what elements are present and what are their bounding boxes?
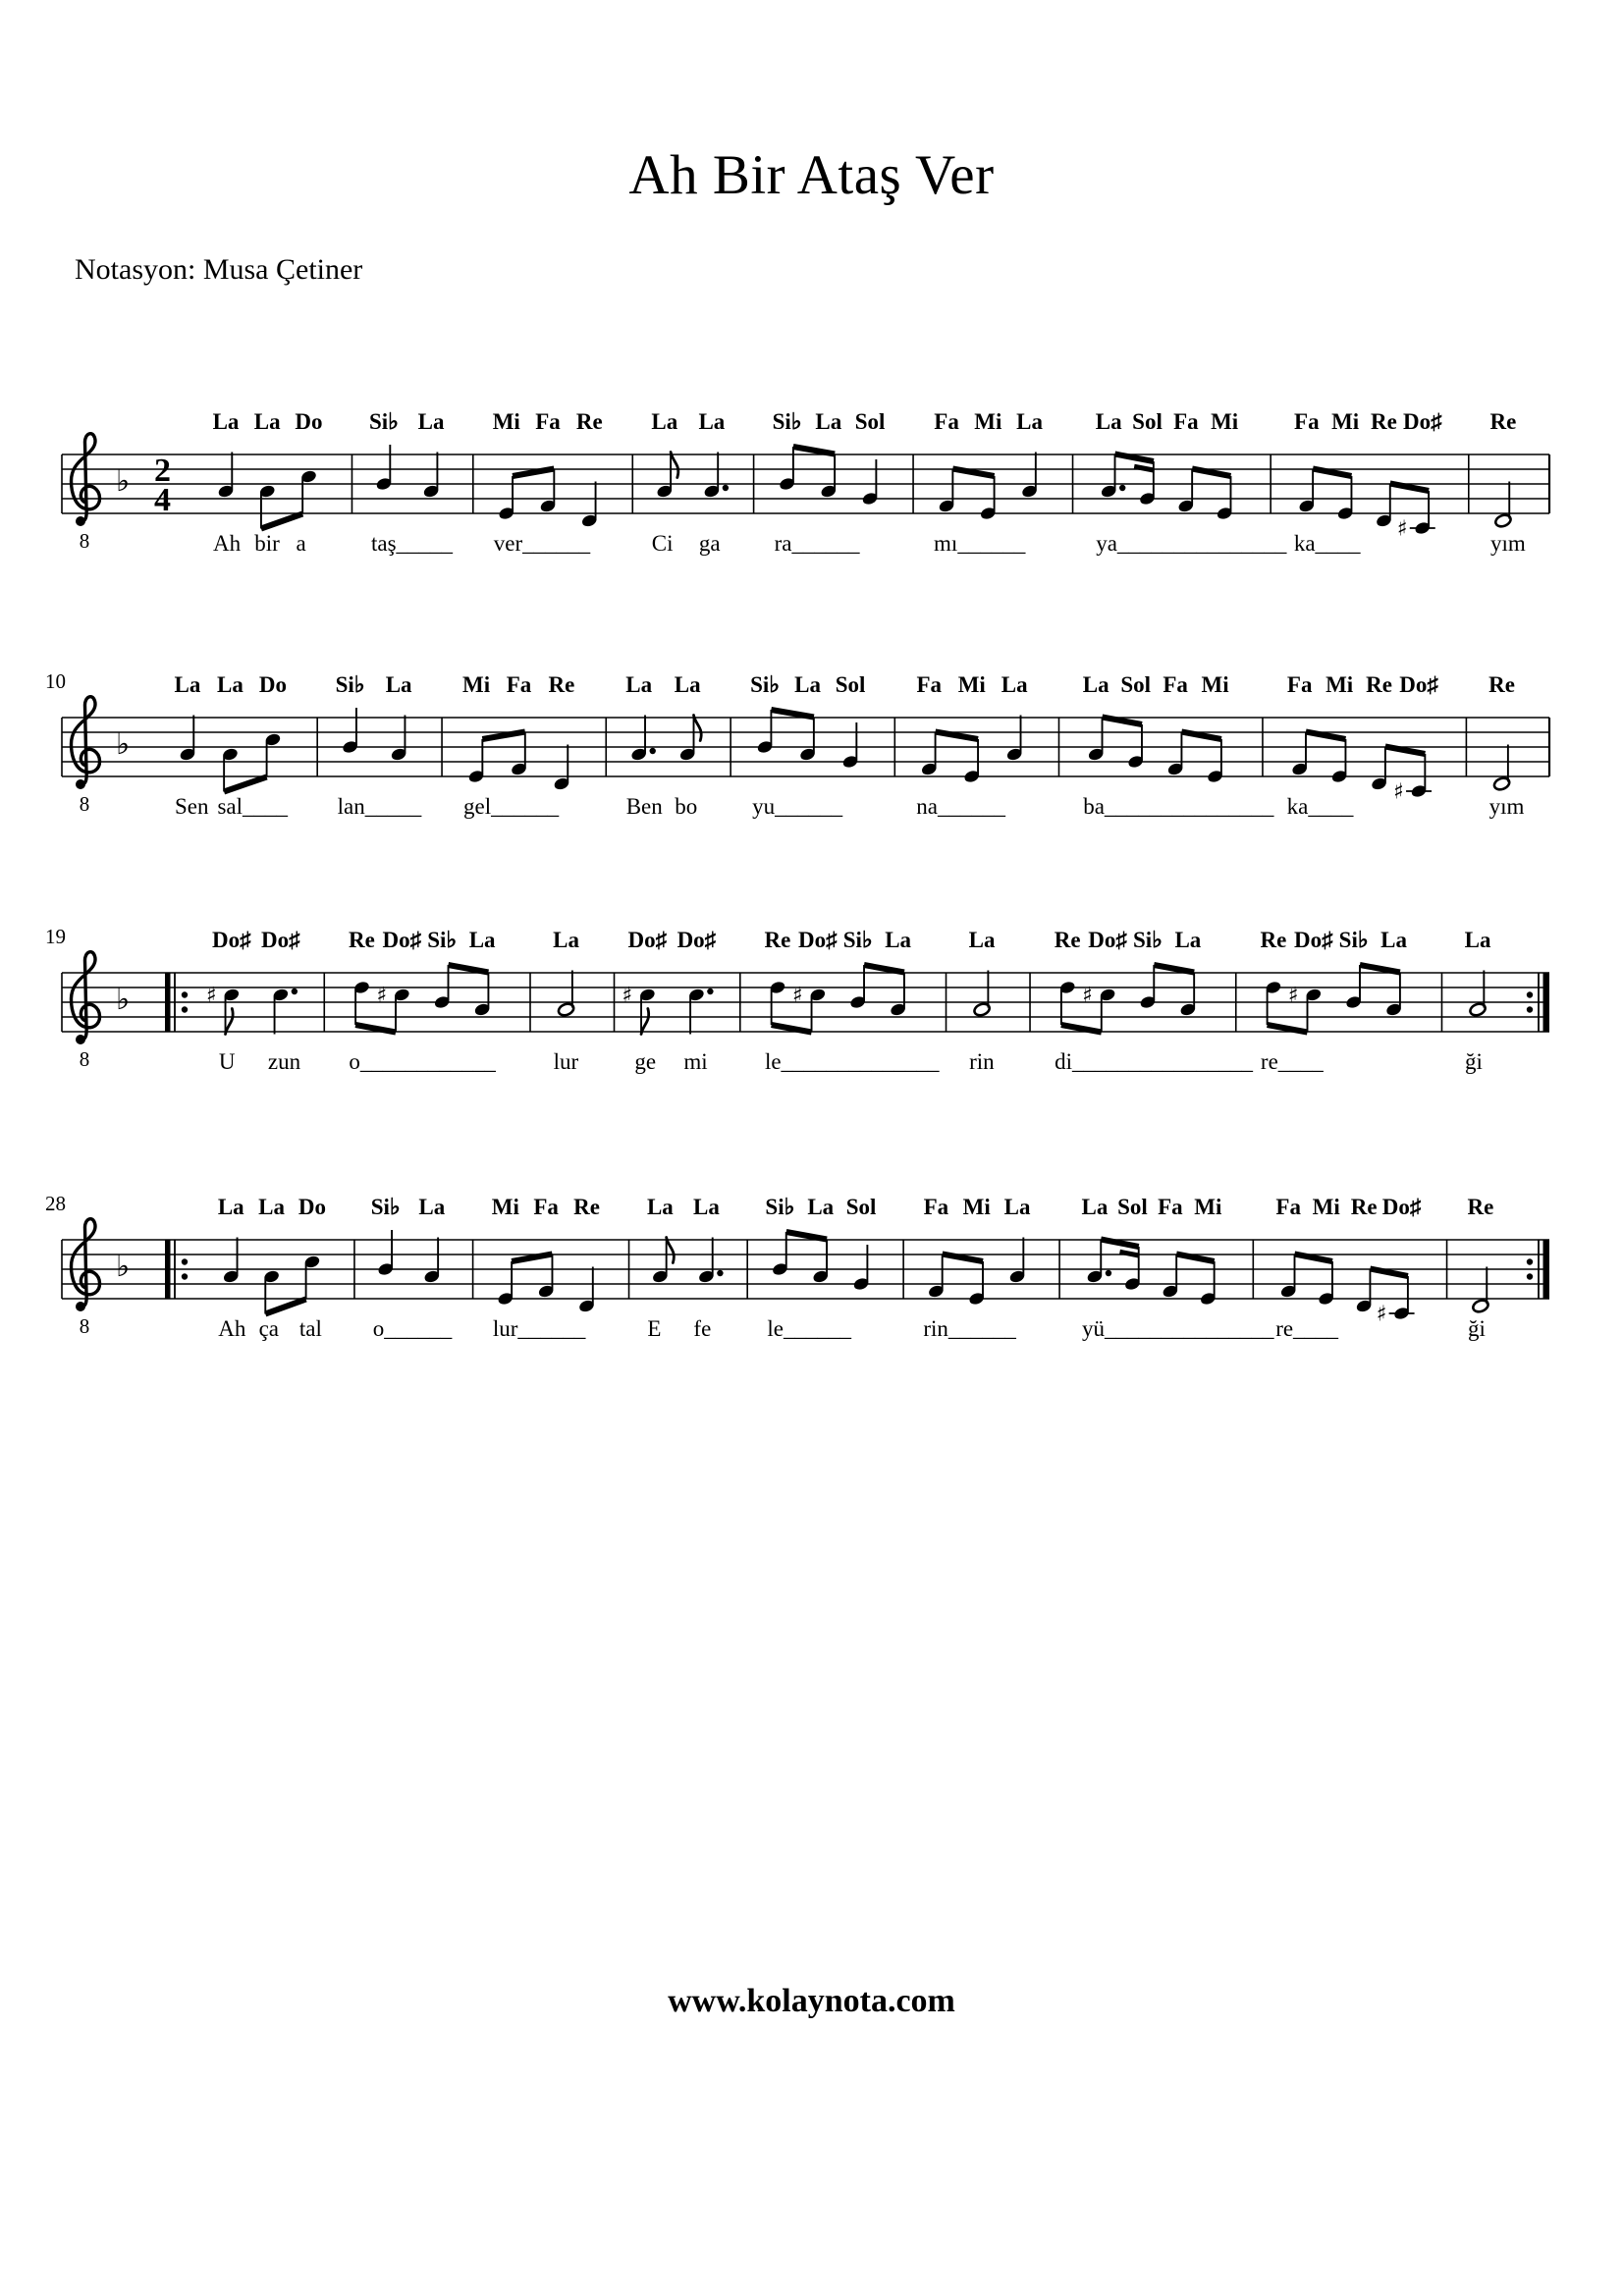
lyric-syllable: ra______: [774, 531, 860, 556]
octave-8-mark: 8: [79, 1314, 90, 1338]
eighth-flag: [671, 453, 678, 478]
lyric-syllable: ça: [258, 1316, 279, 1341]
measure-number: 28: [45, 1192, 66, 1215]
note-name-label: Do: [258, 672, 287, 697]
sharp-icon: ♯: [622, 984, 633, 1008]
note-name-label: Re: [349, 928, 375, 952]
lyric-syllable: ver______: [493, 531, 591, 556]
octave-8-mark: 8: [79, 529, 90, 553]
note-name-label: Do♯: [1402, 409, 1442, 434]
lyric-syllable: Ben: [625, 794, 663, 819]
note-name-label: Sol: [1132, 409, 1163, 434]
note-name-label: Si♭: [772, 409, 802, 434]
lyric-syllable: le______: [767, 1316, 852, 1341]
begin-repeat-thick-bar: [165, 1240, 171, 1299]
beam: [1154, 965, 1194, 973]
lyric-syllable: o____________: [349, 1049, 496, 1074]
note-name-label: Do: [298, 1195, 326, 1219]
lyric-syllable: ka____: [1293, 531, 1361, 556]
note-name-label: Do♯: [676, 928, 717, 952]
sharp-icon: ♯: [1376, 1302, 1387, 1327]
note-name-label: Mi: [1325, 672, 1354, 697]
lyric-syllable: tal: [298, 1316, 322, 1341]
beam: [793, 447, 835, 454]
note-name-label: Sol: [1120, 672, 1152, 697]
note-name-label: Mi: [1211, 409, 1239, 434]
note-name-label: Fa: [1173, 409, 1199, 434]
treble-clef-icon: [72, 952, 100, 1044]
eighth-flag: [667, 1238, 675, 1263]
note-name-label: Do: [295, 409, 323, 434]
lyric-syllable: mi: [683, 1049, 708, 1074]
note-name-label: Do♯: [261, 928, 300, 952]
note-name-label: Re: [1054, 928, 1081, 952]
note-name-label: Si♭: [765, 1195, 795, 1219]
note-name-label: La: [217, 1195, 244, 1219]
augmentation-dot: [1106, 1270, 1111, 1276]
lyric-syllable: E: [647, 1316, 662, 1341]
note-name-label: Fa: [533, 1195, 559, 1219]
note-name-label: Si♭: [368, 409, 400, 434]
note-name-label: Fa: [506, 672, 532, 697]
note-name-label: Re: [764, 928, 791, 952]
sharp-icon: ♯: [205, 984, 217, 1008]
sharp-icon: ♯: [1082, 984, 1093, 1008]
beam: [449, 965, 489, 973]
beam: [786, 1232, 827, 1240]
lyric-syllable: fe: [693, 1316, 712, 1341]
note-name-label: Do♯: [1399, 672, 1438, 697]
note-name-label: Si♭: [1132, 928, 1163, 952]
note-name-label: Mi: [492, 409, 520, 434]
sharp-icon: ♯: [1287, 984, 1299, 1008]
lyric-syllable: a: [296, 531, 306, 556]
note-name-label: Si♭: [335, 672, 365, 697]
beam: [224, 777, 266, 792]
eighth-flag: [641, 1009, 649, 1035]
note-name-label: Mi: [974, 409, 1002, 434]
note-name-label: Si♭: [842, 928, 873, 952]
note-name-label: La: [1016, 409, 1043, 434]
note-name-label: Fa: [1294, 409, 1320, 434]
note-name-label: Mi: [962, 1195, 991, 1219]
augmentation-dot: [1119, 485, 1125, 491]
augmentation-dot: [650, 748, 656, 754]
note-name-label: La: [625, 672, 653, 697]
lyric-syllable: ka____: [1286, 794, 1354, 819]
note-name-label: Mi: [1312, 1195, 1340, 1219]
lyric-syllable: gel______: [463, 794, 560, 819]
note-name-label: La: [1380, 928, 1408, 952]
note-name-label: La: [217, 672, 243, 697]
note-name-label: La: [468, 928, 496, 952]
lyric-syllable: yım: [1488, 794, 1525, 819]
staff-system-2: [0, 644, 1623, 840]
beam: [1360, 965, 1400, 973]
lyric-syllable: Ah: [218, 1316, 246, 1341]
note-name-label: Do♯: [1381, 1195, 1422, 1219]
note-name-label: La: [553, 928, 579, 952]
key-flat-icon: ♭: [116, 464, 131, 499]
lyric-syllable: ya_______________: [1096, 531, 1287, 556]
note-name-label: Mi: [1201, 672, 1229, 697]
note-name-label: La: [418, 1195, 446, 1219]
note-name-label: Fa: [916, 672, 943, 697]
note-name-label: La: [885, 928, 912, 952]
staff-system-1: [0, 381, 1623, 577]
lyric-syllable: ği: [1465, 1049, 1483, 1074]
note-name-label: Sol: [1117, 1195, 1148, 1219]
note-name-label: La: [174, 672, 201, 697]
note-name-label: Do♯: [627, 928, 668, 952]
note-name-label: Fa: [1158, 1195, 1183, 1219]
note-name-label: Do♯: [1088, 928, 1127, 952]
lyric-syllable: lur: [553, 1049, 579, 1074]
lyric-syllable: yü_______________: [1081, 1316, 1274, 1341]
augmentation-dot: [717, 1270, 723, 1276]
note-name-label: Re: [573, 1195, 600, 1219]
notation-credit: Notasyon: Musa Çetiner: [75, 253, 363, 286]
note-name-label: Do♯: [382, 928, 422, 952]
note-name-label: La: [417, 409, 445, 434]
note-name-label: La: [1001, 672, 1028, 697]
note-name-label: La: [674, 672, 701, 697]
sharp-icon: ♯: [1393, 779, 1404, 805]
lyric-syllable: mı______: [934, 531, 1026, 556]
augmentation-dot: [723, 485, 729, 491]
note-name-label: Fa: [535, 409, 561, 434]
note-name-label: La: [692, 1195, 720, 1219]
octave-8-mark: 8: [79, 1047, 90, 1071]
lyric-syllable: rin: [969, 1049, 995, 1074]
note-name-label: Re: [1366, 672, 1393, 697]
lyric-syllable: Ci: [651, 531, 674, 556]
lyric-syllable: di________________: [1055, 1049, 1254, 1074]
note-name-label: La: [1082, 672, 1109, 697]
lyric-syllable: ği: [1467, 1316, 1486, 1341]
lyric-syllable: yım: [1489, 531, 1526, 556]
note-name-label: Sol: [854, 409, 886, 434]
staff-system-4: [0, 1166, 1623, 1362]
sharp-icon: ♯: [376, 984, 387, 1008]
note-name-label: Si♭: [1338, 928, 1369, 952]
beam: [265, 1300, 305, 1314]
beam: [864, 965, 904, 973]
augmentation-dot: [292, 988, 298, 994]
note-name-label: Mi: [1194, 1195, 1222, 1219]
lyric-syllable: rin______: [923, 1316, 1016, 1341]
lyric-syllable: ga: [698, 531, 721, 556]
note-name-label: La: [651, 409, 678, 434]
note-name-label: La: [1464, 928, 1491, 952]
time-signature-denominator: 4: [154, 482, 171, 518]
lyric-syllable: ge: [634, 1049, 657, 1074]
note-name-label: La: [794, 672, 821, 697]
note-name-label: La: [253, 409, 281, 434]
measure-number: 19: [45, 925, 66, 948]
note-name-label: Re: [548, 672, 575, 697]
note-name-label: Do♯: [1293, 928, 1333, 952]
note-name-label: Mi: [1331, 409, 1360, 434]
octave-8-mark: 8: [79, 792, 90, 816]
treble-clef-icon: [72, 434, 100, 526]
beam: [261, 514, 302, 529]
lyric-syllable: taş_____: [371, 531, 454, 556]
lyric-syllable: le______________: [764, 1049, 940, 1074]
lyric-syllable: lan_____: [337, 794, 422, 819]
note-name-label: Do♯: [212, 928, 251, 952]
end-repeat-thick-bar: [1543, 1240, 1550, 1299]
note-name-label: Mi: [957, 672, 986, 697]
lyric-syllable: Ah: [212, 531, 242, 556]
note-name-label: Sol: [845, 1195, 877, 1219]
note-name-label: La: [1003, 1195, 1031, 1219]
note-name-label: Re: [1488, 672, 1515, 697]
note-name-label: Fa: [1163, 672, 1188, 697]
note-name-label: La: [1081, 1195, 1109, 1219]
key-flat-icon: ♭: [116, 727, 131, 762]
note-name-label: La: [212, 409, 240, 434]
key-flat-icon: ♭: [116, 1250, 131, 1284]
lyric-syllable: o______: [372, 1316, 453, 1341]
treble-clef-icon: [72, 1219, 100, 1311]
lyric-syllable: re____: [1275, 1316, 1339, 1341]
end-repeat-thick-bar: [1543, 973, 1550, 1032]
note-name-label: La: [698, 409, 726, 434]
lyric-syllable: sal____: [217, 794, 289, 819]
lyric-syllable: zun: [267, 1049, 301, 1074]
key-flat-icon: ♭: [116, 983, 131, 1017]
lyric-syllable: lur______: [492, 1316, 586, 1341]
eighth-flag: [694, 716, 702, 741]
lyric-syllable: U: [218, 1049, 236, 1074]
time-signature-numerator: 2: [154, 453, 171, 489]
note-name-label: Si♭: [370, 1195, 401, 1219]
measure-number: 10: [45, 669, 66, 693]
note-name-label: La: [807, 1195, 835, 1219]
note-name-label: La: [968, 928, 996, 952]
note-name-label: Re: [1371, 409, 1397, 434]
note-name-label: Re: [1260, 928, 1287, 952]
note-name-label: Do♯: [798, 928, 838, 952]
sharp-icon: ♯: [791, 984, 803, 1008]
note-name-label: Re: [1350, 1195, 1378, 1219]
note-name-label: Re: [575, 409, 603, 434]
lyric-syllable: bir: [254, 531, 280, 556]
note-name-label: Sol: [835, 672, 866, 697]
lyric-syllable: yu______: [752, 794, 843, 819]
lyric-syllable: Sen: [174, 794, 209, 819]
begin-repeat-thick-bar: [165, 973, 171, 1032]
note-name-label: Re: [1489, 409, 1517, 434]
augmentation-dot: [707, 988, 713, 994]
note-name-label: Mi: [461, 672, 491, 697]
lyric-syllable: bo: [675, 794, 698, 819]
website-url: www.kolaynota.com: [668, 1983, 955, 2019]
note-name-label: Fa: [1286, 672, 1313, 697]
note-name-label: La: [815, 409, 842, 434]
note-name-label: Mi: [491, 1195, 519, 1219]
lyric-syllable: na______: [916, 794, 1006, 819]
note-name-label: Si♭: [750, 672, 781, 697]
note-name-label: La: [646, 1195, 674, 1219]
note-name-label: Fa: [1275, 1195, 1301, 1219]
eighth-flag: [226, 1009, 234, 1035]
note-name-label: Fa: [923, 1195, 949, 1219]
note-name-label: Re: [1467, 1195, 1494, 1219]
note-name-label: La: [385, 672, 412, 697]
sharp-icon: ♯: [1396, 516, 1408, 542]
note-name-label: Fa: [934, 409, 959, 434]
treble-clef-icon: [72, 697, 100, 789]
note-name-label: La: [258, 1195, 285, 1219]
lyric-syllable: re____: [1260, 1049, 1324, 1074]
note-name-label: La: [1095, 409, 1122, 434]
page-title: Ah Bir Ataş Ver: [628, 144, 995, 206]
note-name-label: La: [1174, 928, 1202, 952]
beam: [771, 710, 813, 718]
staff-system-3: [0, 899, 1623, 1095]
lyric-syllable: ba_______________: [1083, 794, 1274, 819]
note-name-label: Si♭: [427, 928, 458, 952]
